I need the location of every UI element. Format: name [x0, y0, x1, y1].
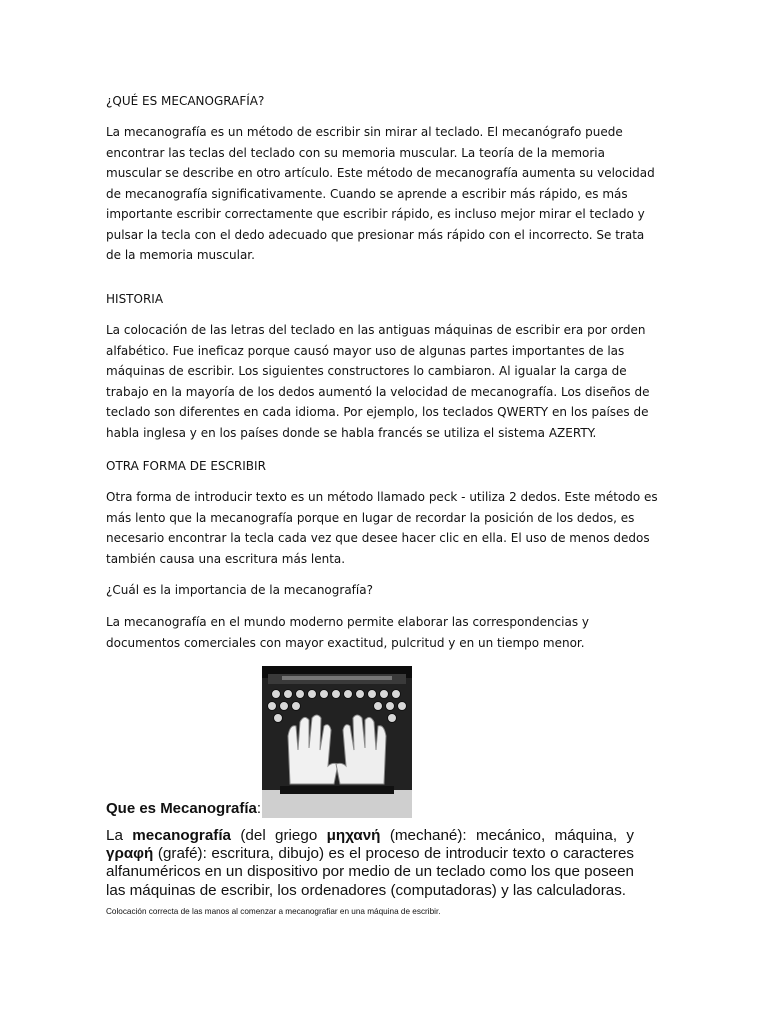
image-caption: Colocación correcta de las manos al comenzar a mecanografiar en una máquina de escribir. [106, 907, 441, 916]
definition-part3: (grafé): escritura, dibujo) es el proceso de introducir texto o caracteres alfanuméricos en un dispositivo por medio de un teclado como los que poseen las máquinas de escribir, los ordenadores (computadoras) y las calculadoras. [106, 845, 634, 899]
typewriter-hands-photo [262, 666, 412, 818]
definition-prefix: La [106, 827, 133, 844]
definition-term: mecanografía [132, 827, 232, 844]
definition-part2: (mechané): mecánico, máquina, y [380, 827, 634, 844]
paragraph-que-es: La mecanografía es un método de escribir sin mirar al teclado. El mecanógrafo puede encontrar las teclas del teclado con su memoria muscular. La teoría de la memoria muscular se describe en otro artículo. Este método de mecanografía aumenta su velocidad de mecanografía significativamente. Cuando se aprende a escribir más rápido, es más importante escribir correctamente que escribir rápido, es incluso mejor mirar el teclado y pulsar la tecla con el dedo adecuado que presionar más rápido con el incorrecto. Se trata de la memoria muscular. [106, 125, 655, 262]
heading-que-es: ¿QUÉ ES MECANOGRAFÍA? [106, 94, 265, 108]
heading-otra-forma: OTRA FORMA DE ESCRIBIR [106, 459, 266, 473]
definition-greek-mechane: μηχανή [326, 827, 381, 844]
definition-title-colon: : [256, 800, 262, 817]
definition-title [106, 800, 261, 817]
definition-title-text: Que es Mecanografía [106, 800, 257, 817]
heading-historia: HISTORIA [106, 292, 164, 306]
definition-part1: (del griego [231, 827, 327, 844]
paragraph-otra-forma: Otra forma de introducir texto es un método llamado peck - utiliza 2 dedos. Este método es más lento que la mecanografía porque en lugar de recordar la posición de los dedos, es necesario encontrar la tecla cada vez que desee hacer clic en ella. El uso de menos dedos también causa una escritura más lenta. [106, 490, 658, 566]
definition-paragraph [106, 827, 634, 900]
definition-greek-graphe: γραφή [106, 845, 154, 863]
heading-importancia: ¿Cuál es la importancia de la mecanografía? [106, 583, 373, 597]
paragraph-importancia: La mecanografía en el mundo moderno permite elaborar las correspondencias y documentos comerciales con mayor exactitud, pulcritud y en un tiempo menor. [106, 615, 590, 650]
paragraph-historia: La colocación de las letras del teclado en las antiguas máquinas de escribir era por orden alfabético. Fue ineficaz porque causó mayor uso de algunas partes importantes de las máquinas de escribir. Los siguientes constructores lo cambiaron. Al igualar la carga de trabajo en la mayoría de los dedos aumentó la velocidad de mecanografía. Los diseños de teclado son diferentes en cada idioma. Por ejemplo, los teclados QWERTY en los países de habla inglesa y en los países donde se habla francés se utiliza el sistema AZERTY. [106, 323, 650, 440]
